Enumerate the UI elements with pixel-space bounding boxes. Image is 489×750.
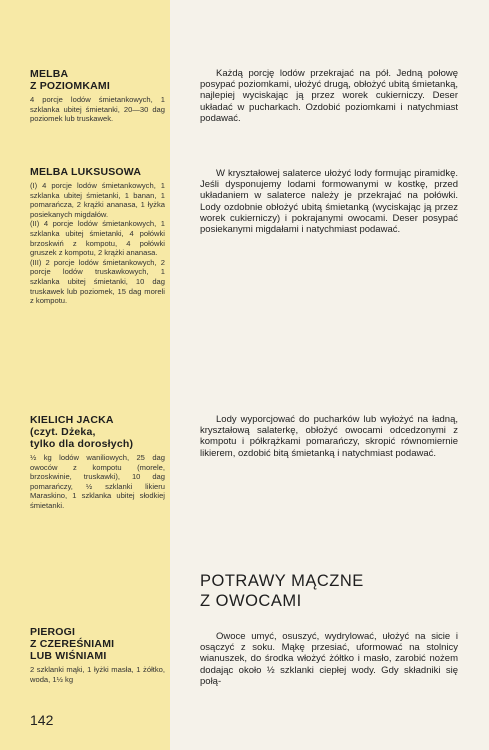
recipe-title: MELBA LUKSUSOWA: [30, 166, 142, 178]
recipe-ingredients: 4 porcje lodów śmietankowych, 1 szklanka ubitej śmietanki, 20—30 dag poziomek lub truskawek.: [30, 95, 165, 124]
recipe-ingredients: ½ kg lodów waniliowych, 25 dag owoców z kompotu (morele, brzoskwinie, truskawki), 10 dag pomarańczy, ½ szklanki likieru Maraskino, 1 szklanka ubitej słodkiej śmietanki.: [30, 453, 165, 510]
section-heading: POTRAWY MĄCZNE Z OWOCAMI: [200, 572, 364, 610]
recipe-title: KIELICH JACKA (czyt. Dżeka, tylko dla dorosłych): [30, 414, 134, 450]
instruction-pierogi: Owoce umyć, osuszyć, wydrylować, ułożyć na sicie i osączyć z soku. Mąkę przesiać, uformować na stolnicy wianuszek, do środka włożyć żółtko i masło, zarobić nożem dodając około ½ szklanki ciepłej wody. Gdy składniki się połą-: [200, 631, 458, 687]
recipe-melba-z-poziomkami: [30, 68, 165, 124]
page-number: 142: [30, 712, 54, 728]
recipe-title: PIEROGI Z CZEREŚNIAMI LUB WIŚNIAMI: [30, 626, 115, 662]
recipe-pierogi-z-czeresniami: [30, 626, 165, 684]
recipe-ingredients-variant-3: (III) 2 porcje lodów śmietankowych, 2 porcje lodów truskawkowych, 1 szklanka ubitej śmietanki, 10 dag truskawek lub poziomek, 15 dag moreli z kompotu.: [30, 257, 165, 306]
recipe-melba-luksusowa: [30, 166, 165, 306]
recipe-ingredients-variant-2: (II) 4 porcje lodów śmietankowych, 1 szklanka ubitej śmietanki, 4 połówki brzoskwiń z kompotu, 4 połówki gruszek z kompotu, 2 krążki ananasa.: [30, 219, 165, 258]
instruction-melba-z-poziomkami: Każdą porcję lodów przekrajać na pół. Jedną połowę posypać poziomkami, ułożyć drugą, obłożyć ubitą śmietanką, najlepiej wyciskając ją przez worek cukierniczy. Deser układać w pucharkach. Ozdobić poziomkami i natychmiast podawać.: [200, 68, 458, 124]
instruction-melba-luksusowa: W kryształowej salaterce ułożyć lody formując piramidkę. Jeśli dysponujemy lodami formowanymi w kostkę, przed układaniem w salaterce należy je przekrajać na połówki. Lody ozdobnie obłożyć ubitą śmietanką (wyciskając ją przez worek cukierniczy) i pokrajanymi owocami. Deser posypać posiekanymi migdałami i natychmiast podawać.: [200, 168, 458, 236]
recipe-ingredients-variant-1: (I) 4 porcje lodów śmietankowych, 1 szklanka ubitej śmietanki, 1 banan, 1 pomarańcza, 2 krążki ananasa, 1 łyżka posiekanych migdałów.: [30, 181, 165, 219]
recipe-ingredients: 2 szklanki mąki, 1 łyżki masła, 1 żółtko, woda, 1½ kg: [30, 665, 165, 684]
recipe-title: MELBA Z POZIOMKAMI: [30, 68, 110, 92]
recipe-kielich-jacka: [30, 414, 165, 511]
instruction-kielich-jacka: Lody wyporcjować do pucharków lub wyłożyć na ładną, kryształową salaterkę, obłożyć owocami odcedzonymi z kompotu i półkrążkami pomarańczy, skropić równomiernie likierem, ozdobić bitą śmietanką i natychmiast podawać.: [200, 414, 458, 459]
